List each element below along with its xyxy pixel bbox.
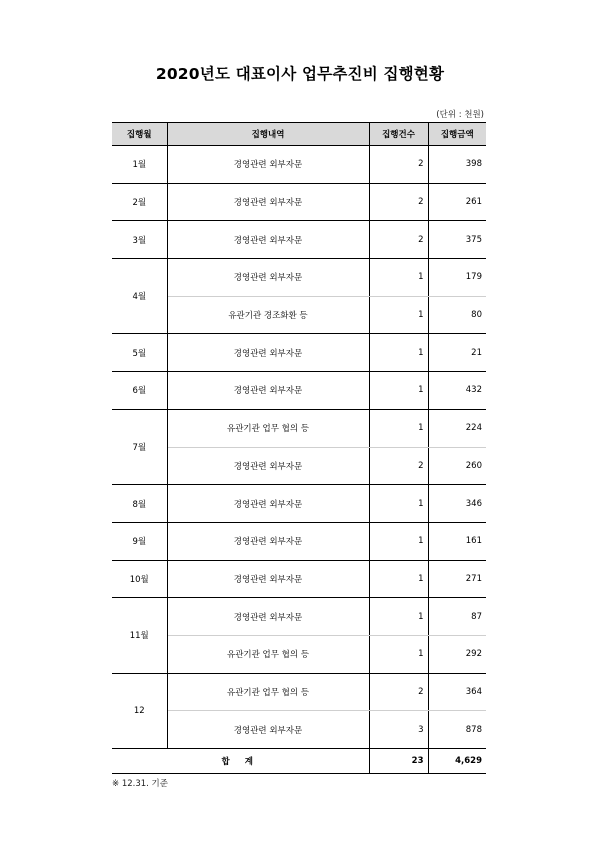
table-row	[112, 711, 486, 749]
count-cell: 1	[369, 372, 428, 410]
header-amount: 집행금액	[428, 123, 486, 146]
count-cell: 2	[369, 221, 428, 259]
table-row	[112, 334, 486, 372]
count-cell: 1	[369, 296, 428, 334]
count-cell: 1	[369, 409, 428, 447]
table-row	[112, 372, 486, 410]
month-cell: 10월	[112, 560, 167, 598]
count-cell: 1	[369, 334, 428, 372]
amount-cell: 21	[428, 334, 486, 372]
description-cell: 경영관련 외부자문	[167, 447, 369, 485]
amount-cell: 161	[428, 522, 486, 560]
description-cell: 경영관련 외부자문	[167, 221, 369, 259]
amount-cell: 364	[428, 673, 486, 711]
total-count: 23	[369, 749, 428, 774]
description-cell: 경영관련 외부자문	[167, 146, 369, 184]
header-description: 집행내역	[167, 123, 369, 146]
total-amount: 4,629	[428, 749, 486, 774]
amount-cell: 346	[428, 485, 486, 523]
month-cell: 7월	[112, 409, 167, 484]
table-row	[112, 259, 486, 297]
description-cell: 경영관련 외부자문	[167, 372, 369, 410]
amount-cell: 80	[428, 296, 486, 334]
description-cell: 유관기관 업무 협의 등	[167, 409, 369, 447]
page-title: 2020년도 대표이사 업무추진비 집행현황	[155, 65, 445, 83]
month-cell: 6월	[112, 372, 167, 410]
count-cell: 1	[369, 598, 428, 636]
count-cell: 3	[369, 711, 428, 749]
count-cell: 1	[369, 560, 428, 598]
amount-cell: 398	[428, 146, 486, 184]
amount-cell: 224	[428, 409, 486, 447]
header-month: 집행월	[112, 123, 167, 146]
total-row	[112, 749, 486, 774]
amount-cell: 292	[428, 635, 486, 673]
table-row	[112, 447, 486, 485]
table-body	[112, 146, 486, 749]
table-row	[112, 598, 486, 636]
month-cell: 5월	[112, 334, 167, 372]
description-cell: 경영관련 외부자문	[167, 259, 369, 297]
amount-cell: 260	[428, 447, 486, 485]
description-cell: 경영관련 외부자문	[167, 711, 369, 749]
month-cell: 4월	[112, 259, 167, 334]
table-row	[112, 221, 486, 259]
amount-cell: 432	[428, 372, 486, 410]
table-row	[112, 560, 486, 598]
unit-label: (단위 : 천원)	[436, 110, 484, 120]
month-cell: 11월	[112, 598, 167, 673]
count-cell: 1	[369, 259, 428, 297]
amount-cell: 261	[428, 183, 486, 221]
description-cell: 유관기관 업무 협의 등	[167, 673, 369, 711]
month-cell: 3월	[112, 221, 167, 259]
month-cell: 8월	[112, 485, 167, 523]
total-label: 합 계	[112, 749, 369, 774]
amount-cell: 375	[428, 221, 486, 259]
description-cell: 경영관련 외부자문	[167, 485, 369, 523]
count-cell: 2	[369, 673, 428, 711]
table-row	[112, 485, 486, 523]
description-cell: 경영관련 외부자문	[167, 334, 369, 372]
month-cell: 12	[112, 673, 167, 748]
count-cell: 1	[369, 635, 428, 673]
description-cell: 경영관련 외부자문	[167, 522, 369, 560]
table-row	[112, 522, 486, 560]
amount-cell: 179	[428, 259, 486, 297]
amount-cell: 878	[428, 711, 486, 749]
description-cell: 경영관련 외부자문	[167, 183, 369, 221]
description-cell: 경영관련 외부자문	[167, 560, 369, 598]
description-cell: 유관기관 경조화환 등	[167, 296, 369, 334]
header-row	[112, 123, 486, 146]
table-row	[112, 673, 486, 711]
month-cell: 2월	[112, 183, 167, 221]
count-cell: 1	[369, 485, 428, 523]
table-row	[112, 296, 486, 334]
table-row	[112, 635, 486, 673]
count-cell: 2	[369, 447, 428, 485]
description-cell: 경영관련 외부자문	[167, 598, 369, 636]
table-row	[112, 409, 486, 447]
month-cell: 9월	[112, 522, 167, 560]
amount-cell: 87	[428, 598, 486, 636]
month-cell: 1월	[112, 146, 167, 184]
amount-cell: 271	[428, 560, 486, 598]
table-row	[112, 183, 486, 221]
header-count: 집행건수	[369, 123, 428, 146]
table-row	[112, 146, 486, 184]
count-cell: 1	[369, 522, 428, 560]
footnote: ※ 12.31. 기준	[112, 779, 168, 789]
count-cell: 2	[369, 146, 428, 184]
description-cell: 유관기관 업무 협의 등	[167, 635, 369, 673]
count-cell: 2	[369, 183, 428, 221]
expense-table	[112, 122, 486, 774]
